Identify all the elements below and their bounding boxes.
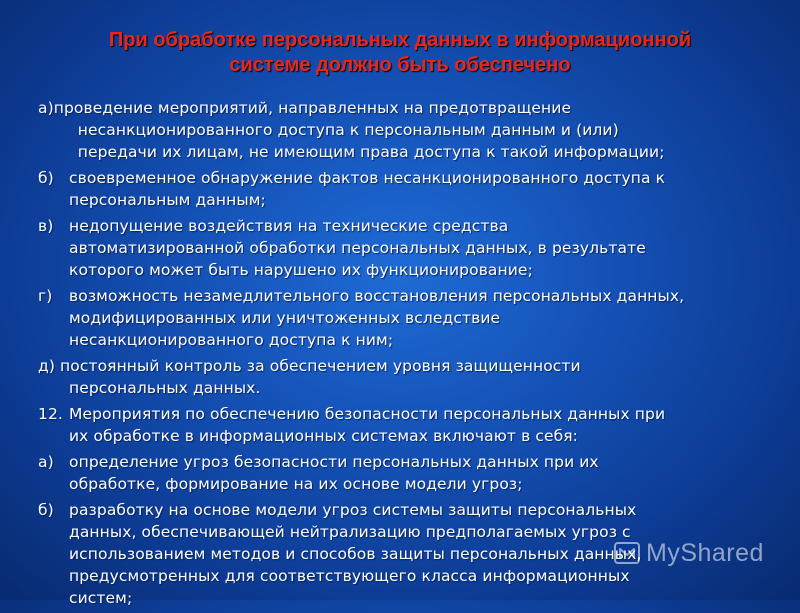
list-item-line: недопущение воздействия на технические средства xyxy=(69,217,509,235)
list-item xyxy=(38,97,758,163)
list-item-text xyxy=(69,403,758,447)
list-item-line: персональным данным; xyxy=(69,191,266,209)
list-item-marker: б) xyxy=(38,169,54,187)
list-item-line: их обработке в информационных системах включают в себя: xyxy=(69,427,579,445)
list-item-line: определение угроз безопасности персональных данных при их xyxy=(69,453,599,471)
list-item-text xyxy=(69,451,758,495)
list-item-text xyxy=(69,167,758,211)
list-item-text xyxy=(54,97,665,163)
list-item-line: использованием методов и способов защиты персональных данных, xyxy=(69,545,642,563)
requirements-list xyxy=(38,97,758,613)
list-item-line: несанкционированного доступа к персональным данным и (или) xyxy=(77,121,619,139)
list-item-line: персональных данных. xyxy=(69,379,261,397)
list-item-marker: б) xyxy=(38,501,54,519)
list-item-line: возможность незамедлительного восстановления персональных данных, xyxy=(69,287,685,305)
slide-title-line-2: системе должно быть обеспечено xyxy=(229,54,571,76)
myshared-watermark xyxy=(612,538,764,568)
list-item-line-text: постоянный контроль за обеспечением уровня защищенности xyxy=(60,357,581,375)
list-item xyxy=(38,167,758,211)
list-item-marker: в) xyxy=(38,217,54,235)
list-item-line: проведение мероприятий, направленных на предотвращение xyxy=(53,99,572,117)
list-item xyxy=(38,285,758,351)
list-item xyxy=(38,451,758,495)
list-item-line: обработке, формирование на их основе модели угроз; xyxy=(69,475,523,493)
myshared-logo-icon xyxy=(612,538,642,568)
list-item-line: Мероприятия по обеспечению безопасности персональных данных при xyxy=(69,405,666,423)
list-item-marker: д) xyxy=(38,357,55,375)
list-item-marker: г) xyxy=(38,287,53,305)
list-item-line xyxy=(38,355,581,377)
list-item-line: модифицированных или уничтоженных вследствие xyxy=(69,309,501,327)
list-item-line: предусмотренных для соответствующего класса информационных xyxy=(69,567,630,585)
list-item xyxy=(38,403,758,447)
list-item-marker: а) xyxy=(38,453,54,471)
list-item-line: своевременное обнаружение фактов несанкционированного доступа к xyxy=(69,169,666,187)
list-item-text xyxy=(38,355,581,399)
list-item-line: автоматизированной обработки персональных данных, в результате xyxy=(69,239,646,257)
list-item-line: несанкционированного доступа к ним; xyxy=(69,331,394,349)
watermark-text: MyShared xyxy=(646,538,764,567)
list-item-line: передачи их лицам, не имеющим права доступа к такой информации; xyxy=(77,143,665,161)
list-item xyxy=(38,355,758,399)
list-item-line: которого может быть нарушено их функционирование; xyxy=(69,261,533,279)
list-item xyxy=(38,215,758,281)
list-item-line: разработку на основе модели угроз системы защиты персональных xyxy=(69,501,637,519)
slide-title xyxy=(40,28,760,78)
list-item-marker: а) xyxy=(38,99,54,117)
list-item-text xyxy=(69,215,758,281)
slide-title-line-1: При обработке персональных данных в информационной xyxy=(108,29,692,51)
list-item-line: систем; xyxy=(69,589,133,607)
list-item-text xyxy=(69,285,758,351)
list-item-marker: 12. xyxy=(38,405,63,423)
list-item-line: данных, обеспечивающей нейтрализацию предполагаемых угроз с xyxy=(69,523,631,541)
